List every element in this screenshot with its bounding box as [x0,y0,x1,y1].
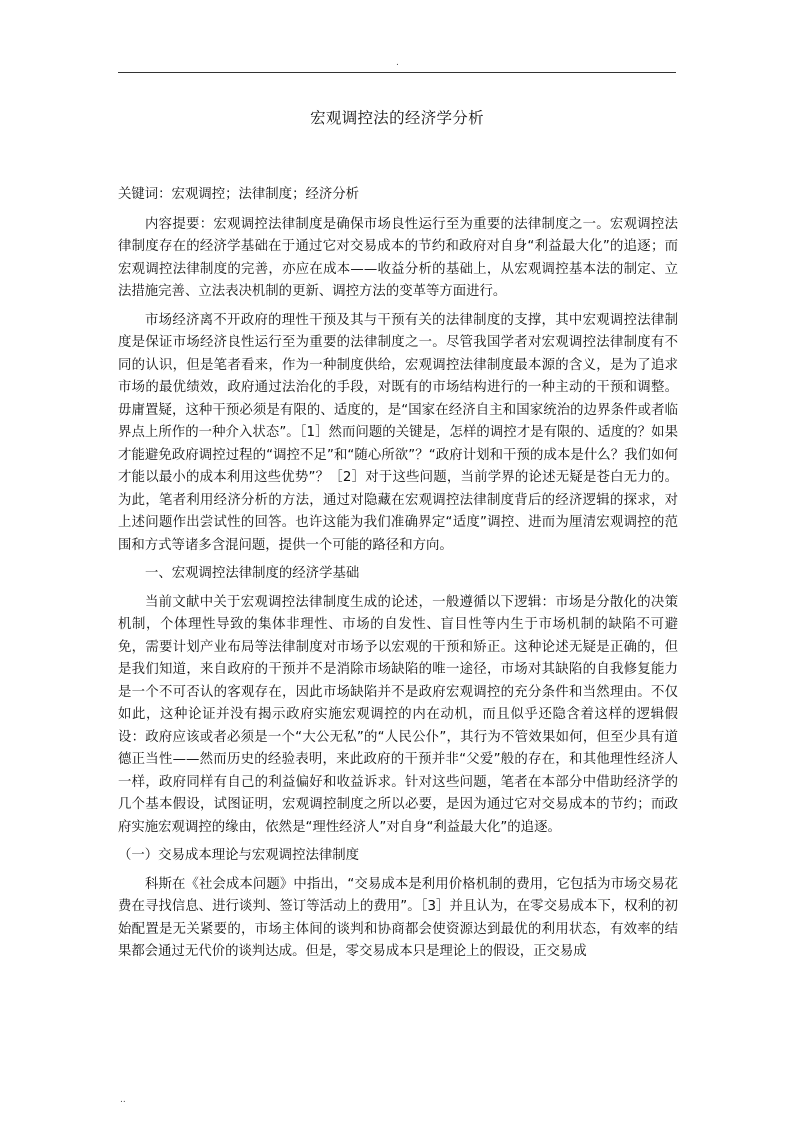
section-heading: 一、宏观调控法律制度的经济学基础 [145,566,360,581]
document-body [118,184,678,964]
header-rule [118,72,676,73]
intro-paragraph: 市场经济离不开政府的理性干预及其与干预有关的法律制度的支撑，其中宏观调控法律制度是保证市场经济良性运行至为重要的法律制度之一。尽管我国学者对宏观调控法律制度有不同的认识，但是笔者看来，作为一种制度供给，宏观调控法律制度最本源的含义，是为了追求市场的最优绩效，政府通过法治化的手段，对既有的市场结构进行的一种主动的干预和调整。毋庸置疑，这种干预必须是有限的、适度的，是“国家在经济自主和国家统治的边界条件或者临界点上所作的一种介入状态”。［1］然而问题的关键是，怎样的调控才是有限的、适度的？如果才能避免政府调控过程的“调控不足”和“随心所欲”？“政府计划和干预的成本是什么？我们如何才能以最小的成本利用这些优势”？［2］对于这些问题，当前学界的论述无疑是苍白无力的。为此，笔者利用经济分析的方法，通过对隐藏在宏观调控法律制度背后的经济逻辑的探求，对上述问题作出尝试性的回答。也许这能为我们准确界定“适度”调控、进而为厘清宏观调控的范围和方式等诸多含混问题，提供一个可能的路径和方向。 [118,312,678,553]
subsection-paragraph: 科斯在《社会成本问题》中指出，“交易成本是利用价格机制的费用，它包括为市场交易花费在寻找信息、进行谈判、签订等活动上的费用”。［3］并且认为，在零交易成本下，权利的初始配置是无关紧要的，市场主体间的谈判和协商都会使资源达到最优的利用状态，有效率的结果都会通过无代价的谈判达成。但是，零交易成本只是理论上的假设，正交易成 [118,876,678,959]
abstract-paragraph: 内容提要：宏观调控法律制度是确保市场良性运行至为重要的法律制度之一。宏观调控法律制度存在的经济学基础在于通过它对交易成本的节约和政府对自身“利益最大化”的追逐；而宏观调控法律制度的完善，亦应在成本——收益分析的基础上，从宏观调控基本法的制定、立法措施完善、立法表决机制的更新、调控方法的变革等方面进行。 [118,216,678,299]
footer-mark: .. [120,1095,126,1105]
subsection-heading: （一）交易成本理论与宏观调控法律制度 [118,848,360,863]
section-paragraph: 当前文献中关于宏观调控法律制度生成的论述，一般遵循以下逻辑：市场是分散化的决策机制，个体理性导致的集体非理性、市场的自发性、盲目性等内生于市场机制的缺陷不可避免，需要计划产业布局等法律制度对市场予以宏观的干预和矫正。这种论述无疑是正确的，但是我们知道，来自政府的干预并不是消除市场缺陷的唯一途径，市场对其缺陷的自我修复能力是一个不可否认的客观存在，因此市场缺陷并不是政府宏观调控的充分条件和当然理由。不仅如此，这种论证并没有揭示政府实施宏观调控的内在动机，而且似乎还隐含着这样的逻辑假设：政府应该或者必须是一个“大公无私”的“人民公仆”，其行为不管效果如何，但至少具有道德正当性——然而历史的经验表明，来此政府的干预并非“父爱”般的存在，和其他理性经济人一样，政府同样有自己的利益偏好和收益诉求。针对这些问题，笔者在本部分中借助经济学的几个基本假设，试图证明，宏观调控制度之所以必要，是因为通过它对交易成本的节约；而政府实施宏观调控的缘由，依然是“理性经济人”对自身“利益最大化”的追逐。 [118,594,678,835]
document-title: 宏观调控法的经济学分析 [310,109,484,127]
header-mark: . [396,58,399,68]
keywords: 关键词：宏观调控；法律制度；经济分析 [118,187,360,202]
